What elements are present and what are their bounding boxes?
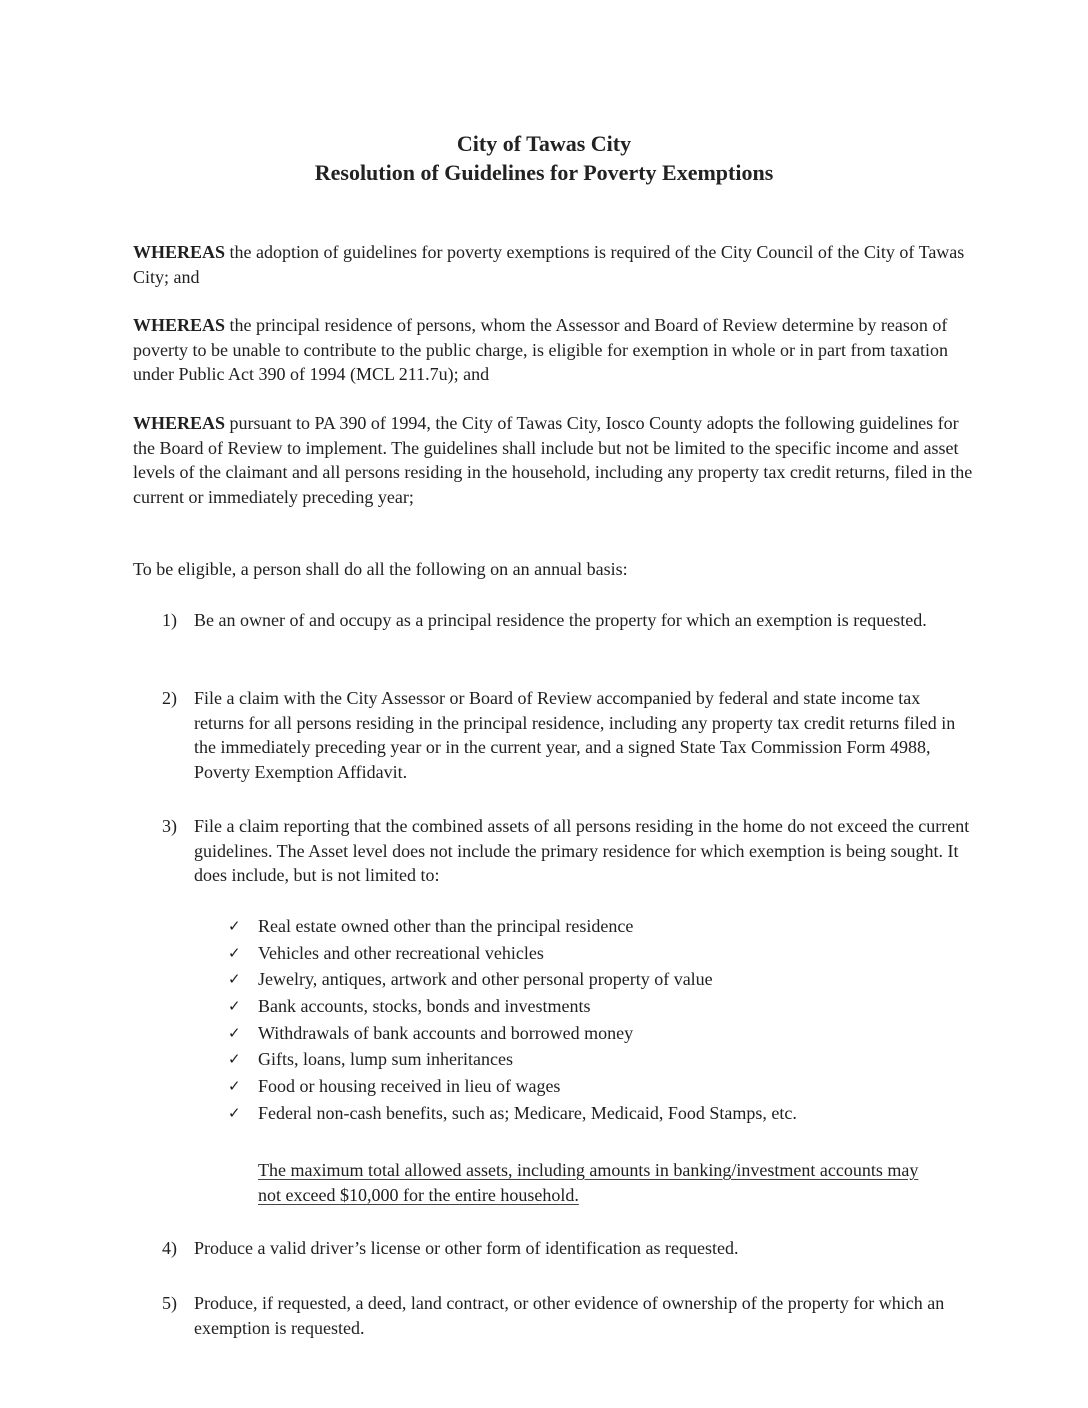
requirement-number: 3) (162, 816, 177, 836)
requirement-text: File a claim reporting that the combined assets of all persons residing in the home do not exceed the current guidelines. The Asset level does not include the primary residence for which exemption is being sought. It does include, but is not limited to: (194, 816, 970, 885)
whereas-lead: WHEREAS (133, 315, 226, 335)
check-mark-icon: ✓ (228, 1050, 241, 1069)
paragraph-text: the adoption of guidelines for poverty exemptions is required of the City Council of the City of Tawas City; and (133, 242, 965, 287)
check-mark-icon: ✓ (228, 943, 241, 962)
asset-list-item (228, 1074, 948, 1101)
whereas-paragraph-3 (133, 411, 978, 509)
asset-item-text: Bank accounts, stocks, bonds and investments (258, 996, 591, 1017)
paragraph-text: the principal residence of persons, whom the Assessor and Board of Review determine by reason of poverty to be unable to contribute to the public charge, is eligible for exemption in whole or in part from taxation under Public Act 390 of 1994 (MCL 211.7u); and (133, 315, 948, 384)
paragraph-text: pursuant to PA 390 of 1994, the City of Tawas City, Iosco County adopts the following guidelines for the Board of Review to implement. The guidelines shall include but not be limited to the specific income and asset levels of the claimant and all persons residing in the household, including any property tax credit returns, filed in the current or immediately preceding year; (133, 413, 973, 507)
requirement-text: Be an owner of and occupy as a principal residence the property for which an exemption is requested. (194, 610, 927, 630)
asset-list-item (228, 1101, 948, 1128)
requirement-number: 2) (162, 688, 177, 708)
document-subtitle: Resolution of Guidelines for Poverty Exemptions (314, 160, 774, 185)
requirement-number: 4) (162, 1238, 177, 1258)
asset-list-item (228, 967, 948, 994)
eligibility-intro: To be eligible, a person shall do all the following on an annual basis: (133, 559, 628, 579)
check-mark-icon: ✓ (228, 917, 241, 935)
asset-item-text: Vehicles and other recreational vehicles (258, 942, 544, 963)
requirement-text: File a claim with the City Assessor or Board of Review accompanied by federal and state income tax returns for all persons residing in the principal residence, including any property tax credit returns filed in the immediately preceding year or in the current year, and a signed State Tax Commission Form 4988, Poverty Exemption Affidavit. (194, 688, 956, 782)
asset-list-item (228, 1047, 948, 1074)
check-mark-icon: ✓ (228, 1023, 241, 1042)
whereas-lead: WHEREAS (133, 413, 226, 433)
whereas-lead: WHEREAS (133, 242, 226, 262)
whereas-paragraph-2 (133, 313, 978, 387)
asset-item-text: Food or housing received in lieu of wages (258, 1076, 561, 1097)
whereas-paragraph-1 (133, 240, 978, 289)
check-mark-icon: ✓ (228, 997, 241, 1016)
asset-checklist (228, 914, 948, 1128)
requirement-text: Produce a valid driver’s license or other form of identification as requested. (194, 1238, 739, 1258)
document-title: City of Tawas City (456, 131, 632, 156)
asset-item-text: Withdrawals of bank accounts and borrowed money (258, 1022, 634, 1043)
asset-item-text: Gifts, loans, lump sum inheritances (258, 1049, 513, 1070)
requirement-text: Produce, if requested, a deed, land contract, or other evidence of ownership of the property for which an exemption is requested. (194, 1293, 945, 1338)
asset-list-item (228, 994, 948, 1021)
requirement-number: 5) (162, 1293, 177, 1313)
check-mark-icon: ✓ (228, 1077, 241, 1096)
asset-limit-note: The maximum total allowed assets, including amounts in banking/investment accounts may not exceed $10,000 for the entire household. (258, 1160, 919, 1205)
asset-list-item (228, 914, 948, 941)
check-mark-icon: ✓ (228, 970, 241, 989)
asset-list-item (228, 1021, 948, 1048)
requirement-number: 1) (162, 610, 177, 630)
check-mark-icon: ✓ (228, 1103, 241, 1122)
asset-list-item (228, 941, 948, 968)
asset-item-text: Real estate owned other than the principal residence (258, 916, 634, 936)
asset-item-text: Jewelry, antiques, artwork and other personal property of value (258, 969, 713, 990)
asset-item-text: Federal non-cash benefits, such as; Medicare, Medicaid, Food Stamps, etc. (258, 1102, 797, 1123)
